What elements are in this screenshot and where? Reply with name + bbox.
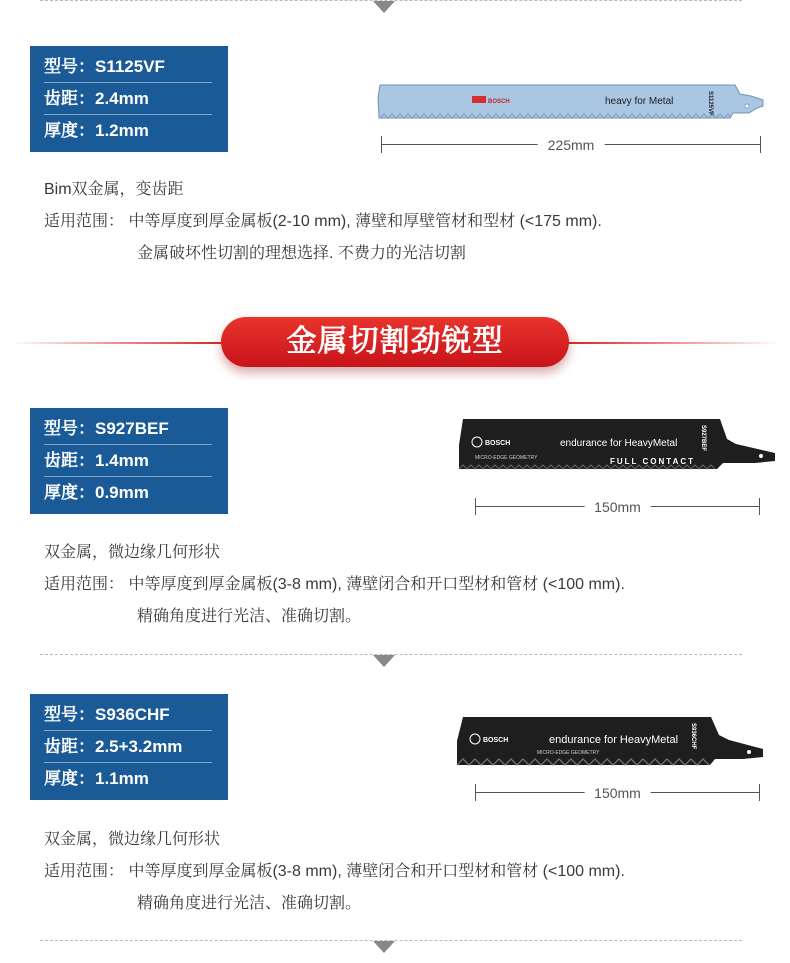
desc-line: 适用范围： 中等厚度到厚金属板(3-8 mm), 薄壁闭合和开口型材和管材 (<100 mm). [44, 863, 625, 880]
thickness-label: 厚度：0.9mm [44, 483, 149, 502]
blade-text: heavy for Metal [605, 96, 674, 107]
chevron-down-icon [373, 941, 395, 953]
desc-line: 金属破坏性切割的理想选择. 不费力的光洁切割 [137, 245, 466, 262]
length-dimension [475, 497, 760, 517]
model-label: 型号：S927BEF [44, 413, 212, 445]
length-label: 150mm [584, 497, 651, 517]
desc-line: 精确角度进行光洁、准确切割。 [137, 608, 362, 625]
blade-brand: BOSCH [483, 737, 509, 744]
section-banner [221, 317, 569, 367]
desc-line: 双金属，微边缘几何形状 [44, 544, 221, 561]
desc-line: 适用范围： 中等厚度到厚金属板(2-10 mm), 薄壁和厚壁管材和型材 (<175 mm). [44, 213, 602, 230]
desc-line: 适用范围： 中等厚度到厚金属板(3-8 mm), 薄壁闭合和开口型材和管材 (<100 mm). [44, 576, 625, 593]
spec-box [30, 694, 228, 800]
length-label: 150mm [584, 783, 651, 803]
pitch-label: 齿距：1.4mm [44, 445, 212, 477]
blade-sub: MICRO-EDGE GEOMETRY [537, 750, 600, 756]
blade-image [455, 415, 777, 473]
desc-line: 双金属，微边缘几何形状 [44, 831, 221, 848]
model-label: 型号：S1125VF [44, 51, 212, 83]
spec-box [30, 408, 228, 514]
desc-line: 精确角度进行光洁、准确切割。 [137, 895, 362, 912]
blade-code: S1125VF [707, 91, 713, 116]
blade-text: endurance for HeavyMetal [549, 734, 679, 746]
banner-line-right [565, 342, 780, 344]
blade-sub2: FULL CONTACT [610, 457, 696, 466]
thickness-label: 厚度：1.1mm [44, 769, 149, 788]
desc-line: Bim双金属，变齿距 [44, 181, 184, 198]
blade-image [453, 713, 765, 769]
blade-code: S927BEF [700, 425, 706, 452]
chevron-down-icon [373, 1, 395, 13]
pitch-label: 齿距：2.5+3.2mm [44, 731, 212, 763]
blade-code: S936CHF [690, 723, 696, 750]
blade-sub: MICRO-EDGE GEOMETRY [475, 455, 538, 461]
model-label: 型号：S936CHF [44, 699, 212, 731]
blade-brand: BOSCH [488, 99, 510, 105]
length-label: 225mm [538, 135, 605, 155]
blade-image [375, 82, 765, 122]
pitch-label: 齿距：2.4mm [44, 83, 212, 115]
chevron-down-icon [373, 655, 395, 667]
thickness-label: 厚度：1.2mm [44, 121, 149, 140]
blade-brand: BOSCH [485, 440, 511, 447]
length-dimension [381, 135, 761, 155]
length-dimension [475, 783, 760, 803]
banner-line-left [10, 342, 225, 344]
blade-text: endurance for HeavyMetal [560, 438, 678, 449]
section-title: 金属切割劲锐型 [286, 325, 504, 358]
spec-box [30, 46, 228, 152]
